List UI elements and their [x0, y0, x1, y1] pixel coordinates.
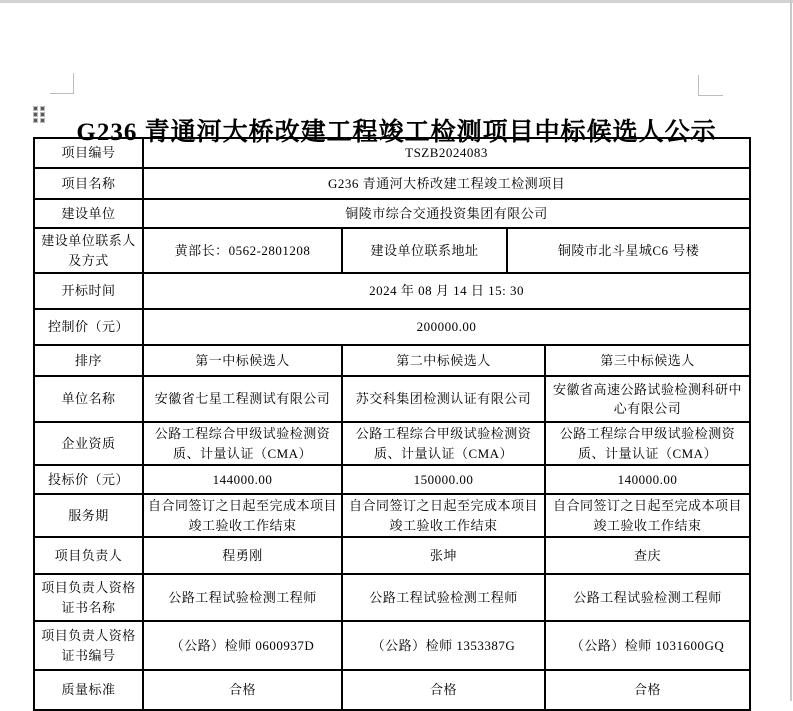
table-row: [34, 621, 750, 670]
certificate-number-3: （公路）检师 1031600GQ: [545, 621, 750, 670]
address-value: 铜陵市北斗星城C6 号楼: [507, 228, 750, 273]
bid-price-2: 150000.00: [342, 465, 545, 494]
row-label: 质量标准: [34, 670, 143, 710]
table-row: [34, 345, 750, 376]
quality-standard-3: 合格: [545, 670, 750, 710]
row-label: 投标价（元）: [34, 465, 143, 494]
bid-opening-time: 2024 年 08 月 14 日 15: 30: [143, 273, 750, 309]
table-row: [34, 465, 750, 494]
row-label: 服务期: [34, 494, 143, 537]
company-3: 安徽省高速公路试验检测科研中心有限公司: [545, 376, 750, 422]
row-label: 项目名称: [34, 168, 143, 199]
company-1: 安徽省七星工程测试有限公司: [143, 376, 342, 422]
control-price: 200000.00: [143, 309, 750, 345]
table-row: [34, 494, 750, 537]
project-manager-3: 查庆: [545, 537, 750, 574]
certificate-name-3: 公路工程试验检测工程师: [545, 574, 750, 621]
row-label: 企业资质: [34, 422, 143, 465]
rank-2: 第二中标候选人: [342, 345, 545, 376]
bid-price-3: 140000.00: [545, 465, 750, 494]
table-row: [34, 574, 750, 621]
table-row: [34, 168, 750, 199]
rank-3: 第三中标候选人: [545, 345, 750, 376]
page-right-edge: [790, 0, 792, 701]
qualification-1: 公路工程综合甲级试验检测资质、计量认证（CMA）: [143, 422, 342, 465]
row-label: 建设单位: [34, 199, 143, 228]
table-row: [34, 273, 750, 309]
row-label: 建设单位联系人及方式: [34, 228, 143, 273]
company-2: 苏交科集团检测认证有限公司: [342, 376, 545, 422]
certificate-name-2: 公路工程试验检测工程师: [342, 574, 545, 621]
row-label: 项目负责人资格证书名称: [34, 574, 143, 621]
rank-1: 第一中标候选人: [143, 345, 342, 376]
contact-person: 黄部长：0562-2801208: [143, 228, 342, 273]
qualification-3: 公路工程综合甲级试验检测资质、计量认证（CMA）: [545, 422, 750, 465]
service-period-1: 自合同签订之日起至完成本项目竣工验收工作结束: [143, 494, 342, 537]
text-boundary-mark-right-icon: [698, 75, 723, 96]
bid-price-1: 144000.00: [143, 465, 342, 494]
table-row: [34, 199, 750, 228]
certificate-number-2: （公路）检师 1353387G: [342, 621, 545, 670]
quality-standard-2: 合格: [342, 670, 545, 710]
table-row: [34, 376, 750, 422]
row-label: 项目负责人资格证书编号: [34, 621, 143, 670]
certificate-name-1: 公路工程试验检测工程师: [143, 574, 342, 621]
service-period-3: 自合同签订之日起至完成本项目竣工验收工作结束: [545, 494, 750, 537]
project-number: TSZB2024083: [143, 138, 750, 168]
project-name: G236 青通河大桥改建工程竣工检测项目: [143, 168, 750, 199]
project-manager-2: 张坤: [342, 537, 545, 574]
construction-unit: 铜陵市综合交通投资集团有限公司: [143, 199, 750, 228]
text-boundary-mark-left-icon: [50, 73, 74, 94]
window-chrome-band: [0, 0, 793, 3]
row-label: 项目编号: [34, 138, 143, 168]
row-label: 单位名称: [34, 376, 143, 422]
row-label: 项目负责人: [34, 537, 143, 574]
certificate-number-1: （公路）检师 0600937D: [143, 621, 342, 670]
table-row: [34, 309, 750, 345]
table-row: [34, 422, 750, 465]
document-title: G236 青通河大桥改建工程竣工检测项目中标候选人公示: [76, 118, 717, 146]
table-row: [34, 138, 750, 168]
row-label: 控制价（元）: [34, 309, 143, 345]
qualification-2: 公路工程综合甲级试验检测资质、计量认证（CMA）: [342, 422, 545, 465]
row-label: 开标时间: [34, 273, 143, 309]
project-manager-1: 程勇刚: [143, 537, 342, 574]
table-row: [34, 670, 750, 710]
bid-announcement-table: [33, 137, 751, 711]
service-period-2: 自合同签订之日起至完成本项目竣工验收工作结束: [342, 494, 545, 537]
table-row: [34, 228, 750, 273]
quality-standard-1: 合格: [143, 670, 342, 710]
table-row: [34, 537, 750, 574]
row-label: 排序: [34, 345, 143, 376]
address-label: 建设单位联系地址: [342, 228, 507, 273]
